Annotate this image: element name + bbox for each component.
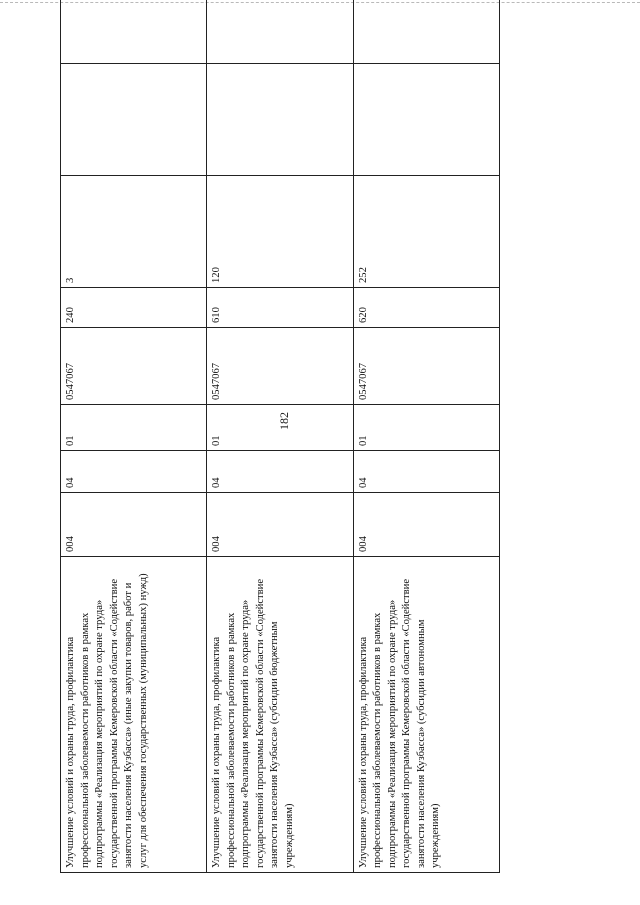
target-article-code: 0547067 xyxy=(353,328,499,405)
budget-table-container xyxy=(60,43,500,873)
amount-extra-1 xyxy=(207,64,353,176)
expense-type-code: 240 xyxy=(61,288,207,328)
row-description: Улучшение условий и охраны труда, профилактика профессиональной заболеваемости работников в рамках подпрограммы «Реализация мероприятий по охране труда» государственной программы Кемеровской области «Содействие занятости населения Кузбасса» (иные закупки товаров, работ и услуг для обеспечения государственных (муниципальных) нужд) xyxy=(61,557,207,873)
table-row xyxy=(353,0,499,873)
target-article-code: 0547067 xyxy=(207,328,353,405)
amount-extra-2 xyxy=(207,0,353,64)
ministry-code: 004 xyxy=(353,493,499,557)
page-number: 182 xyxy=(277,412,291,430)
subsection-code: 01 xyxy=(353,405,499,451)
section-code: 04 xyxy=(207,451,353,493)
table-row xyxy=(207,0,353,873)
expense-type-code: 620 xyxy=(353,288,499,328)
amount-extra-2 xyxy=(61,0,207,64)
amount-extra-1 xyxy=(353,64,499,176)
expense-type-code: 610 xyxy=(207,288,353,328)
amount-value: 252 xyxy=(353,176,499,288)
row-description: Улучшение условий и охраны труда, профилактика профессиональной заболеваемости работников в рамках подпрограммы «Реализация мероприятий по охране труда» государственной программы Кемеровской области «Содействие занятости населения Кузбасса» (субсидии автономным учреждениям) xyxy=(353,557,499,873)
ministry-code: 004 xyxy=(61,493,207,557)
amount-value: 3 xyxy=(61,176,207,288)
section-code: 04 xyxy=(61,451,207,493)
row-description: Улучшение условий и охраны труда, профилактика профессиональной заболеваемости работников в рамках подпрограммы «Реализация мероприятий по охране труда» государственной программы Кемеровской области «Содействие занятости населения Кузбасса» (субсидии бюджетным учреждениям) xyxy=(207,557,353,873)
subsection-code: 01 xyxy=(207,405,353,451)
amount-value: 120 xyxy=(207,176,353,288)
section-code: 04 xyxy=(353,451,499,493)
subsection-code: 01 xyxy=(61,405,207,451)
target-article-code: 0547067 xyxy=(61,328,207,405)
amount-extra-2 xyxy=(353,0,499,64)
amount-extra-1 xyxy=(61,64,207,176)
table-row xyxy=(61,0,207,873)
ministry-code: 004 xyxy=(207,493,353,557)
budget-table xyxy=(60,0,500,873)
